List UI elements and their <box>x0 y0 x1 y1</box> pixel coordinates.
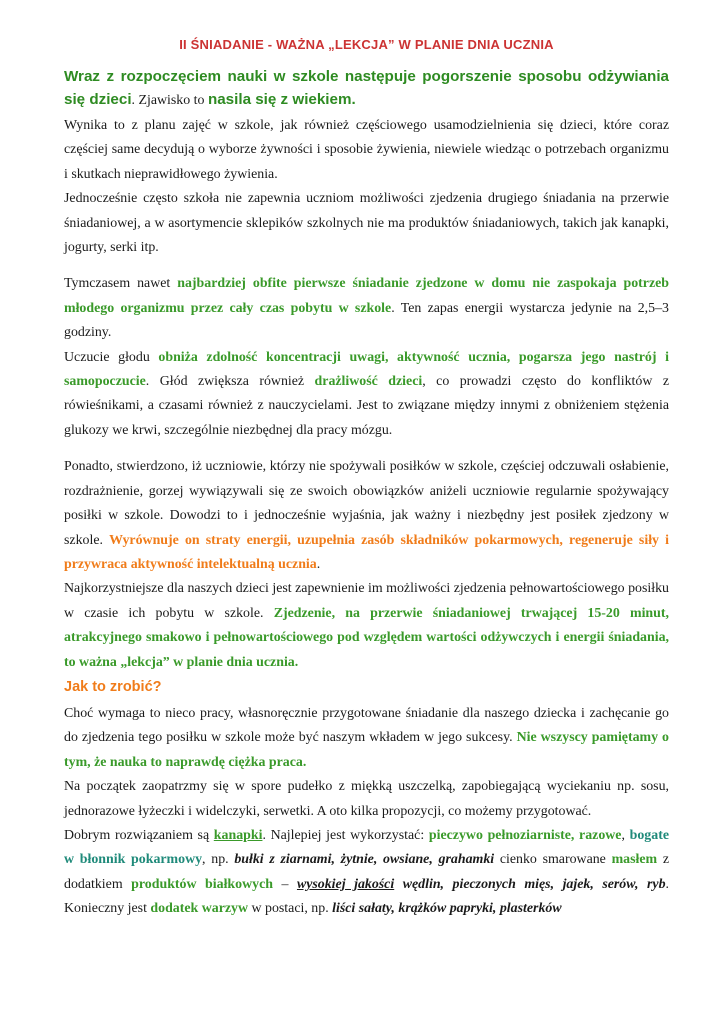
paragraph-7 <box>64 702 669 775</box>
p4-text-2: . Głód zwiększa również <box>145 374 315 390</box>
p9-protein: produktów białkowych <box>131 876 273 892</box>
intro-period: . <box>351 91 356 108</box>
p9-text-6: w postaci, np. <box>248 901 333 917</box>
p3-highlight: najbardziej obfite pierwsze śniadanie zjedzone w domu nie zaspokaja potrzeb młodego organizmu przez cały czas pobytu w szkole <box>64 276 670 316</box>
p4-highlight-2: drażliwość dzieci <box>314 374 423 390</box>
intro-paragraph <box>64 66 669 112</box>
intro-text: . Zjawisko to <box>131 93 208 108</box>
intro-highlight-2: nasila się z wiekiem <box>207 91 352 108</box>
p9-kanapki: kanapki <box>213 827 263 843</box>
p9-lettuce: liści sałaty, krążków papryki, plasterków <box>332 901 562 917</box>
paragraph-5 <box>64 455 669 577</box>
paragraph-2: Jednocześnie często szkoła nie zapewnia uczniom możliwości zjedzenia drugiego śniadania na przerwie śniadaniowej, a w asortymencie sklepików szkolnych nie ma produktów śniadaniowych, takich jak kanapki, jogurty, serki itp. <box>64 191 669 256</box>
p9-text: Dobrym rozwiązaniem są <box>64 827 214 843</box>
p3-text-2: . Ten zapas energii wystarcza jedynie na 2,5–3 godziny. <box>64 300 669 341</box>
p4-highlight: obniża zdolność koncentracji uwagi, aktywność ucznia, pogarsza jego nastrój i samopoczucie <box>64 349 669 390</box>
p9-quality: wysokiej jakości <box>296 876 395 892</box>
p7-highlight: Nie wszyscy pamiętamy o tym, że nauka to naprawdę ciężka praca. <box>64 730 669 770</box>
p9-comma: , <box>621 827 630 843</box>
paragraph-6 <box>64 577 669 675</box>
p4-text: Uczucie głodu <box>64 349 159 365</box>
paragraph-9 <box>64 824 669 922</box>
p5-text: Ponadto, stwierdzono, iż uczniowie, którzy nie spożywali posiłków w szkole, częściej odczuwali osłabienie, rozdrażnienie, gorzej wywiązywali się ze swoich obowiązków aniżeli uczniowie regularnie spożywający posiłki w szkole. Dowodzi to i jednocześnie wyjaśnia, jak ważny i niezbędny jest posiłek zjedzony w szkole. <box>64 459 669 548</box>
p4-text-3: , co prowadzi często do konfliktów z rówieśnikami, a czasami również z nauczycielami. Jest to związane między innymi z obniżeniem stężenia glukozy we krwi, szczególnie niezbędnej dla pracy mózgu. <box>64 374 669 438</box>
p9-text-2: . Najlepiej jest wykorzystać: <box>262 827 429 843</box>
p9-meats: wędlin, pieczonych mięs, jajek, serów, ryb <box>394 876 666 892</box>
paragraph-1: Wynika to z planu zajęć w szkole, jak również częściowego usamodzielnienia się dzieci, które coraz częściej same decydują o wyborze żywności i sposobie żywienia, niewiele wiedząc o potrzebach organizmu i skutkach nieprawidłowego żywienia. <box>64 118 669 182</box>
p9-rolls: bułki z ziarnami, żytnie, owsiane, grahamki <box>234 852 495 868</box>
p9-text-5: . Konieczny jest <box>64 876 669 917</box>
p7-text: Choć wymaga to nieco pracy, własnoręcznie przygotowane śniadanie dla naszego dziecka i zachęcanie go do zjedzenia tego posiłku w szkole może być naszym wkładem w jego sukcesy. <box>64 705 669 746</box>
p9-fiber: bogate w błonnik pokarmowy <box>64 827 669 868</box>
p9-dash: – <box>272 876 297 892</box>
p3-text: Tymczasem nawet <box>64 276 178 292</box>
p9-np: , np. <box>202 852 235 868</box>
document-page <box>64 36 669 922</box>
p9-butter: masłem <box>611 852 658 868</box>
section-heading: Jak to zrobić? <box>64 678 162 695</box>
p6-highlight: Zjedzenie, na przerwie śniadaniowej trwającej 15-20 minut, atrakcyjnego smakowo i pełnowartościowego pod względem wartości odżywczych i energii śniadania, to ważna „lekcja” w planie dnia ucznia. <box>64 605 669 670</box>
paragraph-3 <box>64 272 669 345</box>
intro-highlight: Wraz z rozpoczęciem nauki w szkole następuje pogorszenie sposobu odżywiania się dzieci <box>64 68 669 108</box>
paragraph-8: Na początek zaopatrzmy się w spore pudełko z miękką uszczelką, zapobiegającą wyciekaniu np. sosu, jednorazowe łyżeczki i widelczyki, serwetki. A oto kilka propozycji, co możemy przygotować. <box>64 779 669 819</box>
page-title: II ŚNIADANIE - WAŻNA „LEKCJA” W PLANIE DNIA UCZNIA <box>179 37 554 52</box>
p5-highlight: Wyrównuje on straty energii, uzupełnia zasób składników pokarmowych, regeneruje siły i przywraca aktywność intelektualną ucznia <box>64 532 669 572</box>
paragraph-4 <box>64 346 669 444</box>
p9-text-3: cienko smarowane <box>494 852 612 868</box>
p5-text-2: . <box>316 556 321 572</box>
p9-text-4: z dodatkiem <box>64 852 669 892</box>
p6-text: Najkorzystniejsze dla naszych dzieci jest zapewnienie im możliwości zjedzenia pełnowartościowego posiłku w czasie ich pobytu w szkole. <box>64 581 669 621</box>
p9-bread: pieczywo pełnoziarniste, razowe <box>428 827 622 843</box>
p9-vegetables: dodatek warzyw <box>150 901 249 917</box>
